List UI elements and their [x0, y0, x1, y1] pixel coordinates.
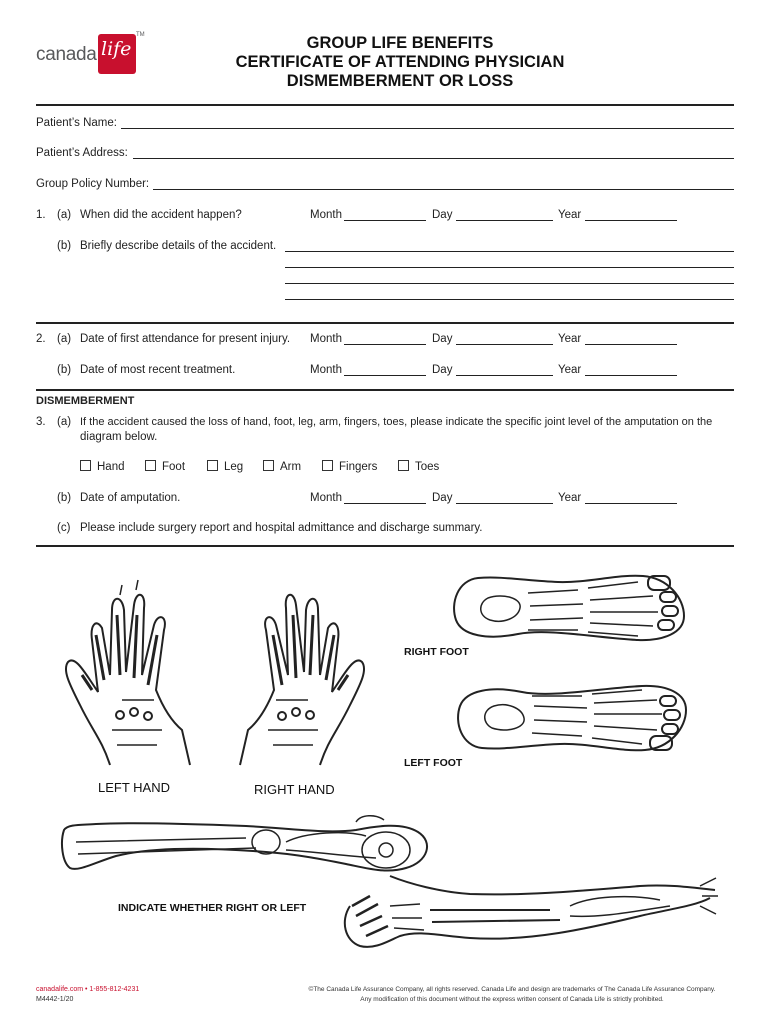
footer-contact[interactable]: canadalife.com • 1-855-812-4231	[36, 986, 140, 993]
checkbox-square[interactable]	[263, 460, 274, 471]
checkbox-square[interactable]	[207, 460, 218, 471]
q2b-text: Date of most recent treatment.	[80, 364, 236, 376]
q1a-year-label: Year	[558, 209, 582, 221]
arm-diagram	[330, 866, 720, 956]
q2b-month-field[interactable]	[344, 375, 426, 376]
q3b-month-field[interactable]	[344, 503, 426, 504]
canada-life-logo	[36, 32, 146, 78]
right-hand-label: RIGHT HAND	[254, 782, 335, 797]
q2b-day-field[interactable]	[456, 375, 553, 376]
q1a-day-field[interactable]	[456, 220, 553, 221]
q2-number: 2.	[36, 333, 46, 345]
checkbox-square[interactable]	[398, 460, 409, 471]
q1a-text: When did the accident happen?	[80, 209, 242, 221]
footer-copyright-line-1: ©The Canada Life Assurance Company, all rights reserved. Canada Life and design are trademarks of The Canada Life Assurance Company.	[308, 986, 716, 993]
q3b-text: Date of amputation.	[80, 492, 181, 504]
checkbox-fingers-label: Fingers	[339, 461, 378, 473]
q3c-text: Please include surgery report and hospital admittance and discharge summary.	[80, 522, 483, 534]
left-hand-label: LEFT HAND	[98, 780, 170, 795]
checkbox-leg[interactable]	[207, 460, 243, 473]
checkbox-foot[interactable]	[145, 460, 185, 473]
q1b-details-line-4[interactable]	[285, 299, 734, 300]
title-line-1: GROUP LIFE BENEFITS	[306, 34, 494, 52]
q1a-month-label: Month	[310, 209, 342, 221]
checkbox-foot-label: Foot	[162, 461, 186, 473]
left-hand-diagram	[62, 580, 212, 770]
logo-trademark: TM	[136, 32, 145, 38]
q2a-month-field[interactable]	[344, 344, 426, 345]
q1b-text: Briefly describe details of the accident.	[80, 240, 277, 252]
logo-word: canada	[36, 44, 97, 65]
q2b-label: (b)	[57, 364, 72, 376]
section-divider-2	[36, 389, 734, 391]
q1b-details-line-2[interactable]	[285, 267, 734, 268]
q3b-year-field[interactable]	[585, 503, 677, 504]
group-policy-label: Group Policy Number:	[36, 178, 150, 190]
footer-copyright-line-2: Any modification of this document without the express written consent of Canada Life is strictly prohibited.	[360, 996, 664, 1003]
q2b-month-label: Month	[310, 364, 342, 376]
checkbox-fingers[interactable]	[322, 460, 377, 473]
title-line-3: DISMEMBERMENT OR LOSS	[286, 72, 514, 90]
right-foot-label: RIGHT FOOT	[404, 646, 469, 658]
q2a-label: (a)	[57, 333, 72, 345]
checkbox-arm-label: Arm	[280, 461, 302, 473]
checkbox-hand[interactable]	[80, 460, 125, 473]
checkbox-toes[interactable]	[398, 460, 439, 473]
q3b-day-field[interactable]	[456, 503, 553, 504]
dismemberment-heading: DISMEMBERMENT	[36, 395, 135, 407]
q1a-month-field[interactable]	[344, 220, 426, 221]
q3b-label: (b)	[57, 492, 72, 504]
footer-copyright	[292, 985, 732, 1005]
q2a-year-field[interactable]	[585, 344, 677, 345]
q1-number: 1.	[36, 209, 46, 221]
q2a-day-field[interactable]	[456, 344, 553, 345]
q2a-month-label: Month	[310, 333, 342, 345]
q1b-label: (b)	[57, 240, 72, 252]
group-policy-field[interactable]	[153, 189, 734, 190]
q1b-details-line-1[interactable]	[285, 251, 734, 252]
q3b-month-label: Month	[310, 492, 342, 504]
q3a-text-line-2: diagram below.	[80, 431, 158, 443]
footer-form-code: M4442-1/20	[36, 996, 74, 1003]
q3b-year-label: Year	[558, 492, 582, 504]
q1a-label: (a)	[57, 209, 72, 221]
right-hand-diagram	[218, 580, 368, 770]
patient-name-label: Patient’s Name:	[36, 117, 117, 129]
left-foot-label: LEFT FOOT	[404, 757, 463, 769]
left-foot-diagram	[452, 678, 688, 758]
checkbox-square[interactable]	[145, 460, 156, 471]
q1a-year-field[interactable]	[585, 220, 677, 221]
q2a-text: Date of first attendance for present injury.	[80, 333, 291, 345]
right-foot-diagram	[448, 568, 688, 648]
q3-number: 3.	[36, 416, 46, 428]
q3b-day-label: Day	[432, 492, 453, 504]
q2b-day-label: Day	[432, 364, 453, 376]
checkbox-hand-label: Hand	[97, 461, 125, 473]
patient-name-field[interactable]	[121, 128, 734, 129]
title-line-2: CERTIFICATE OF ATTENDING PHYSICIAN	[235, 53, 565, 71]
q3a-label: (a)	[57, 416, 72, 428]
q2a-day-label: Day	[432, 333, 453, 345]
indicate-side-label: INDICATE WHETHER RIGHT OR LEFT	[118, 902, 307, 914]
checkbox-toes-label: Toes	[415, 461, 440, 473]
section-divider-3	[36, 545, 734, 547]
q1b-details-line-3[interactable]	[285, 283, 734, 284]
checkbox-leg-label: Leg	[224, 461, 244, 473]
checkbox-arm[interactable]	[263, 460, 301, 473]
q2a-year-label: Year	[558, 333, 582, 345]
q3c-label: (c)	[57, 522, 71, 534]
checkbox-square[interactable]	[80, 460, 91, 471]
checkbox-square[interactable]	[322, 460, 333, 471]
q2b-year-field[interactable]	[585, 375, 677, 376]
logo-script: life	[101, 38, 132, 60]
patient-address-field[interactable]	[133, 158, 734, 159]
patient-address-label: Patient’s Address:	[36, 147, 128, 159]
q2b-year-label: Year	[558, 364, 582, 376]
q3a-text-line-1: If the accident caused the loss of hand, foot, leg, arm, fingers, toes, please indicate the specific joint level of the amputation on the	[80, 416, 713, 428]
header-divider	[36, 104, 734, 106]
section-divider-1	[36, 322, 734, 324]
q1a-day-label: Day	[432, 209, 453, 221]
